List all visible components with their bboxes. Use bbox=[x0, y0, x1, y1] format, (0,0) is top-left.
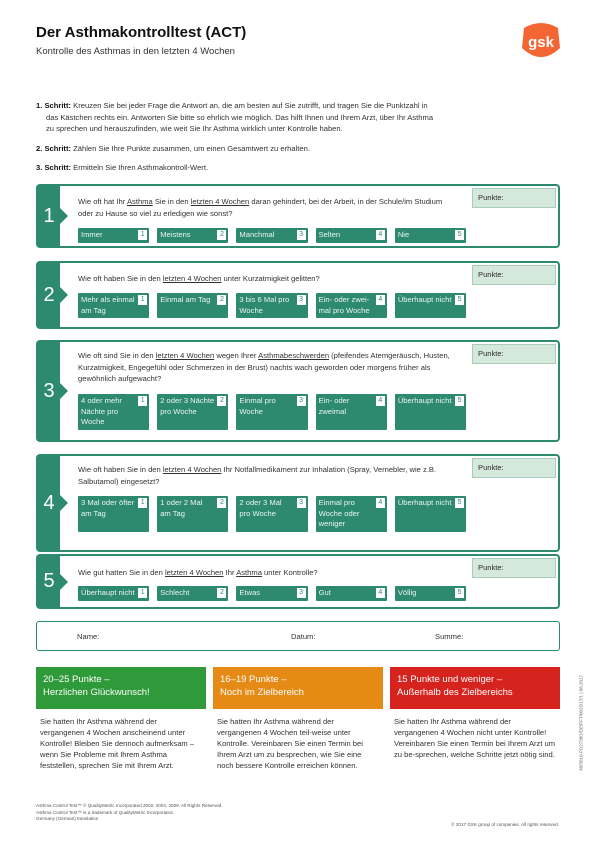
answer-option[interactable]: Einmal am Tag 2 bbox=[157, 293, 228, 318]
question-4 bbox=[36, 454, 560, 552]
answer-option[interactable]: Etwas 3 bbox=[236, 586, 307, 601]
answer-option[interactable]: Immer 1 bbox=[78, 228, 149, 243]
date-field-label[interactable]: Datum: bbox=[291, 632, 316, 641]
answer-option[interactable]: Überhaupt nicht 5 bbox=[395, 496, 466, 532]
answer-options bbox=[78, 394, 466, 430]
step3-text: Ermitteln Sie Ihren Asthmakontroll-Wert. bbox=[71, 163, 209, 172]
answer-options bbox=[78, 293, 466, 318]
answer-options bbox=[78, 586, 466, 601]
step3-label: 3. Schritt: bbox=[36, 163, 72, 172]
step1-label: 1. Schritt: bbox=[36, 101, 72, 110]
result-green-header: 20–25 Punkte – Herzlichen Glückwunsch! bbox=[36, 667, 206, 709]
name-date-total-bar bbox=[36, 621, 560, 651]
answer-option[interactable]: 3 bis 6 Mal pro Woche 3 bbox=[236, 293, 307, 318]
answer-option[interactable]: Schlecht 2 bbox=[157, 586, 228, 601]
points-box[interactable] bbox=[472, 458, 556, 478]
answer-options bbox=[78, 496, 466, 532]
answer-option[interactable]: Einmal pro Woche 3 bbox=[236, 394, 307, 430]
points-label: Punkte: bbox=[478, 270, 504, 279]
points-label: Punkte: bbox=[478, 193, 504, 202]
result-orange-text: Sie hatten Ihr Asthma während der vergangenen 4 Wochen teil-weise unter Kontrolle. Vereinbaren Sie einen Termin bei Ihrem Arzt um zu besprechen, wie Sie eine noch bessere Kontrolle erreichen können. bbox=[217, 717, 363, 770]
question-5 bbox=[36, 554, 560, 609]
answer-option[interactable]: 2 oder 3 Mal pro Woche 3 bbox=[236, 496, 307, 532]
answer-option[interactable]: Überhaupt nicht 5 bbox=[395, 394, 466, 430]
step1-line2: das Kästchen rechts ein. Antworten Sie bitte so ehrlich wie möglich. Das hilft Ihnen und Ihrem Arzt, über Ihr Asthma bbox=[46, 112, 434, 122]
points-box[interactable] bbox=[472, 558, 556, 578]
question-text: Wie oft hat Ihr Asthma Sie in den letzten 4 Wochen daran gehindert, bei der Arbeit, in der Schule/im Studium oder zu Hause so viel zu erledigen wie sonst? bbox=[78, 197, 443, 218]
name-field-label[interactable]: Name: bbox=[77, 632, 100, 641]
answer-option[interactable]: Überhaupt nicht 1 bbox=[78, 586, 149, 601]
step2-label: 2. Schritt: bbox=[36, 143, 72, 153]
answer-option[interactable]: Gut 4 bbox=[316, 586, 387, 601]
step2-text: Zählen Sie Ihre Punkte zusammen, um einen Gesamtwert zu erhalten. bbox=[71, 143, 310, 153]
question-1 bbox=[36, 184, 560, 248]
question-number: 1 bbox=[38, 186, 60, 246]
answer-option[interactable]: 2 oder 3 Nächte pro Woche 2 bbox=[157, 394, 228, 430]
answer-option[interactable]: Mehr als einmal am Tag 1 bbox=[78, 293, 149, 318]
svg-text:gsk: gsk bbox=[528, 34, 554, 51]
question-text: Wie oft haben Sie in den letzten 4 Wochen Ihr Notfallmedikament zur Inhalation (Spray, Vernebler, wie z.B. Salbutamol) eingesetzt? bbox=[78, 465, 437, 486]
question-number: 2 bbox=[38, 263, 60, 327]
answer-option[interactable]: Überhaupt nicht 5 bbox=[395, 293, 466, 318]
points-box[interactable] bbox=[472, 188, 556, 208]
page-subtitle: Kontrolle des Asthmas in den letzten 4 Wochen bbox=[36, 46, 235, 57]
points-label: Punkte: bbox=[478, 563, 504, 572]
question-number: 4 bbox=[38, 456, 60, 550]
question-text: Wie oft haben Sie in den letzten 4 Wochen unter Kurzatmigkeit gelitten? bbox=[78, 274, 320, 283]
gsk-logo bbox=[518, 22, 564, 62]
result-green-text: Sie hatten Ihr Asthma während der vergangenen 4 Wochen anscheinend unter Kontrolle! Bleiben Sie dennoch aufmerksam – wenn Sie Probleme mit Ihrem Asthma feststellen, sprechen Sie mit Ihrem Arzt. bbox=[40, 717, 195, 770]
page-title: Der Asthmakontrolltest (ACT) bbox=[36, 24, 247, 41]
answer-option[interactable]: 1 oder 2 Mal am Tag 2 bbox=[157, 496, 228, 532]
result-red-header: 15 Punkte und weniger – Außerhalb des Zielbereichs bbox=[390, 667, 560, 709]
answer-option[interactable]: Ein- oder zweimal 4 bbox=[316, 394, 387, 430]
step1-line3: zu sprechen und herauszufinden, wie weit Sie Ihr Asthma wirklich unter Kontrolle haben. bbox=[46, 124, 343, 133]
question-2 bbox=[36, 261, 560, 329]
result-orange-header: 16–19 Punkte – Noch im Zielbereich bbox=[213, 667, 383, 709]
result-red-text: Sie hatten Ihr Asthma während der vergangenen 4 Wochen nicht unter Kontrolle! Vereinbaren Sie einen Termin bei Ihrem Arzt um zu be-sprechen, welche Schritte jetzt nötig sind. bbox=[394, 717, 556, 759]
answer-options bbox=[78, 228, 466, 243]
answer-option[interactable]: 3 Mal oder öfter am Tag 1 bbox=[78, 496, 149, 532]
answer-option[interactable]: 4 oder mehr Nächte pro Woche 1 bbox=[78, 394, 149, 430]
footer-copyright: © 2017 GSK group of companies. All rights reserved. bbox=[451, 822, 559, 827]
instructions bbox=[36, 100, 536, 182]
answer-option[interactable]: Meistens 2 bbox=[157, 228, 228, 243]
footer-notice: Asthma Control Test™ © QualityMetric Incorporated 2002, 2004, 2009. All Rights Reserved. Asthma Control Test™ is a trademark of QualityMetric Incorporated. Germany (German) translation bbox=[36, 803, 223, 821]
points-box[interactable] bbox=[472, 265, 556, 285]
answer-option[interactable]: Völlig 5 bbox=[395, 586, 466, 601]
answer-option[interactable]: Einmal pro Woche oder weniger 4 bbox=[316, 496, 387, 532]
points-box[interactable] bbox=[472, 344, 556, 364]
points-label: Punkte: bbox=[478, 463, 504, 472]
question-text: Wie gut hatten Sie in den letzten 4 Wochen Ihr Asthma unter Kontrolle? bbox=[78, 568, 318, 577]
question-text: Wie oft sind Sie in den letzten 4 Wochen wegen Ihrer Asthmabeschwerden (pfeifendes Atemgeräusch, Husten, Kurzatmigkeit, Engegefühl oder Schmerzen in der Brust) nachts wach geworden oder morgens früher als gewöhnlich aufgewacht? bbox=[78, 351, 450, 383]
answer-option[interactable]: Nie 5 bbox=[395, 228, 466, 243]
question-3 bbox=[36, 340, 560, 442]
points-label: Punkte: bbox=[478, 349, 504, 358]
answer-option[interactable]: Manchmal 3 bbox=[236, 228, 307, 243]
answer-option[interactable]: Selten 4 bbox=[316, 228, 387, 243]
step1-text: Kreuzen Sie bei jeder Frage die Antwort an, die am besten auf Sie zutrifft, und tragen Sie die Punktzahl in bbox=[71, 101, 428, 110]
question-number: 5 bbox=[38, 556, 60, 607]
answer-option[interactable]: Ein- oder zwei-mal pro Woche 4 bbox=[316, 293, 387, 318]
document-code: 40/3010-PD2738D/DE/PFT/0025/17/1 | 08.2017 bbox=[579, 675, 584, 771]
question-number: 3 bbox=[38, 342, 60, 440]
total-field-label[interactable]: Summe: bbox=[435, 632, 464, 641]
